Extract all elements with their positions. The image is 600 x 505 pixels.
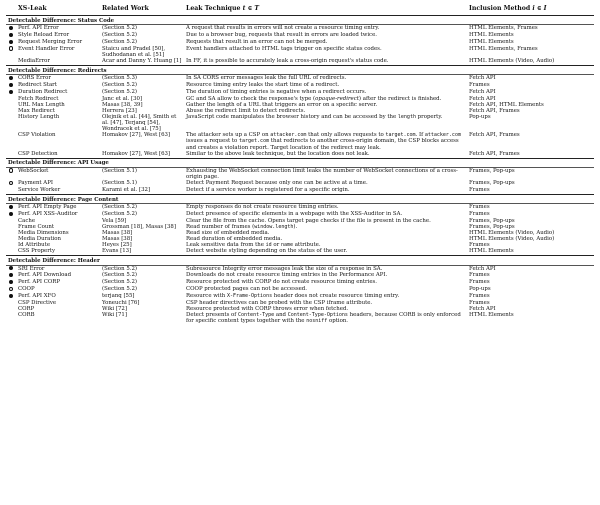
related-work: Heyes [25] (102, 242, 132, 249)
novelty-marker-cell (6, 151, 16, 159)
hollow-circle-icon (9, 46, 13, 50)
section-title: Detectable Difference: Header (6, 256, 594, 265)
related-work: Masas [38] (102, 230, 133, 237)
novelty-marker-cell (6, 132, 16, 150)
leak-technique: Resource with X-Frame-Options header does not create resource timing entry. (186, 293, 400, 299)
novelty-marker-cell (6, 180, 16, 187)
related-work: Homakov [27], West [63] (102, 150, 171, 157)
filled-circle-icon (9, 266, 13, 270)
table-row (6, 114, 594, 132)
leak-technique: GC and SA allow to check the response's type (opaque-redirect) after the redirect is finished. (186, 95, 442, 102)
xs-leak-name: CSP Directive (18, 299, 57, 306)
related-work: Acar and Danny Y. Huang [1] (102, 58, 182, 64)
novelty-marker-cell (6, 265, 16, 272)
inclusion-method: Fetch API (469, 265, 496, 272)
table-row (6, 265, 594, 272)
xs-leak-name: CORS Error (18, 75, 51, 82)
xs-leak-name: Perf. API Error (18, 25, 59, 32)
table-row (6, 211, 594, 218)
xs-leak-name: Fetch Redirect (18, 95, 59, 102)
xs-leak-name: Perf. API Download (18, 272, 72, 279)
related-work: (Section 5.1) (102, 180, 138, 187)
leak-technique: Read duration of embedded media. (186, 236, 283, 243)
related-work: Herrera [23] (102, 108, 137, 114)
xs-leak-name: Perf. API Empty Page (18, 204, 77, 211)
leak-technique: Detect if a service worker is registered for a specific origin. (186, 186, 350, 193)
inclusion-method: Fetch API, Frames (469, 150, 520, 157)
table-row (6, 75, 594, 82)
leak-technique: Resource protected with CORP throws error when fetched. (186, 305, 349, 312)
table-row (6, 58, 594, 66)
inclusion-method: HTML Elements, Frames (469, 25, 538, 32)
related-work: (Section 5.2) (102, 286, 138, 293)
related-work: Janc et al. [30] (102, 95, 143, 102)
xs-leak-name: URL Max Length (18, 101, 65, 108)
filled-circle-icon (9, 294, 13, 298)
xs-leak-name: Duration Redirect (18, 88, 68, 95)
table-row (6, 132, 594, 150)
novelty-marker-cell (6, 58, 16, 66)
related-work: (Section 5.2) (102, 25, 138, 32)
leak-technique: Detect presence of specific elements in a webpage with the XSS-Auditor in SA. (186, 210, 403, 217)
xs-leak-name: Style Reload Error (18, 32, 70, 39)
table-row (6, 293, 594, 300)
section-title: Detectable Difference: API Usage (6, 158, 594, 167)
leak-technique: CSP header directives can be probed with the CSP iframe attribute. (186, 299, 373, 306)
inclusion-method: Frames (469, 186, 490, 193)
table-row (6, 180, 594, 187)
section-title: Detectable Difference: Status Code (6, 16, 594, 25)
xs-leak-name: CSS Property (18, 248, 56, 255)
inclusion-method: HTML Elements (469, 312, 514, 319)
filled-circle-icon (9, 205, 13, 209)
xs-leak-name: SRI Error (18, 265, 45, 272)
inclusion-method: Frames (469, 210, 490, 217)
inclusion-method: Fetch API (469, 88, 496, 95)
filled-circle-icon (9, 273, 13, 277)
header-inclusion-method: Inclusion Method i ∈ I (467, 4, 594, 16)
novelty-marker-cell (6, 204, 16, 211)
inclusion-method: Frames (469, 204, 490, 211)
related-work: (Section 5.2) (102, 204, 138, 211)
xs-leak-name: Cache (18, 217, 36, 224)
related-work: (Section 5.2) (102, 272, 138, 279)
xs-leak-name: CORB (18, 312, 35, 319)
leak-technique: Read size of embedded media. (186, 230, 270, 237)
leak-technique: Leak sensitive data from the id or name attribute. (186, 242, 321, 249)
table-row (6, 312, 594, 325)
novelty-marker-cell (6, 312, 16, 325)
inclusion-method: Fetch API, Frames (469, 132, 520, 139)
table-row (6, 82, 594, 89)
filled-circle-icon (9, 76, 13, 80)
inclusion-method: Frames, Pop-ups (469, 217, 515, 224)
hollow-circle-icon (9, 181, 13, 185)
related-work: (Section 5.2) (102, 210, 138, 217)
novelty-marker-cell (6, 39, 16, 46)
leak-technique: Detect presents of Content-Type and Content-Type-Options headers, because CORB is only enforced for specific content types together with the nosniff option. (186, 312, 461, 325)
filled-circle-icon (9, 40, 13, 44)
xs-leak-name: Max Redirect (18, 108, 55, 114)
xs-leak-name: CSP Detection (18, 150, 58, 157)
leak-technique: Event handlers attached to HTML tags trigger on specific status codes. (186, 45, 382, 52)
xs-leak-name: Perf. API XSS-Auditor (18, 210, 78, 217)
section-header-row (6, 158, 594, 167)
novelty-marker-cell (6, 82, 16, 89)
table-header-row (6, 4, 594, 16)
leak-technique-math: t ∈ T (242, 5, 259, 12)
novelty-marker-cell (6, 75, 16, 82)
novelty-marker-cell (6, 293, 16, 300)
xs-leak-name: Payment API (18, 180, 53, 187)
xs-leak-name: Media Dimensions (18, 230, 69, 237)
inclusion-method: HTML Elements (Video, Audio) (469, 58, 555, 64)
section-header-row (6, 66, 594, 75)
filled-circle-icon (9, 90, 13, 94)
related-work: Vela [59] (102, 217, 127, 224)
table-row (6, 39, 594, 46)
xs-leak-table (6, 4, 594, 325)
leak-technique: Downloads do not create resource timing entries in the Performance API. (186, 272, 388, 279)
inclusion-method: Frames (469, 293, 490, 299)
table-row (6, 204, 594, 211)
inclusion-method: Frames (469, 299, 490, 306)
novelty-marker-cell (6, 89, 16, 96)
novelty-marker-cell (6, 286, 16, 293)
xs-leak-name: Service Worker (18, 186, 61, 193)
related-work: Grossman [18], Masas [38] (102, 223, 176, 230)
table-row (6, 46, 594, 58)
related-work: Yoneuchi [76] (102, 299, 140, 306)
inclusion-method: Pop-ups (469, 286, 491, 293)
related-work: (Section 5.1) (102, 167, 138, 174)
leak-technique: The attacker sets up a CSP on attacker.com that only allows requests to target.com. If attacker.com issues a request to target.com that redirects to another cross-origin domain, the CSP blocks access and creates a violation report. Target location of the redirect may leak. (186, 132, 461, 151)
related-work: (Section 5.3) (102, 75, 138, 82)
leak-technique: Detect Payment Request because only one can be active at a time. (186, 180, 368, 187)
leak-technique: Requests that result in an error can not be merged. (186, 38, 328, 45)
novelty-marker-cell (6, 32, 16, 39)
related-work: (Section 5.2) (102, 82, 138, 89)
leak-technique: COOP protected pages can not be accessed. (186, 286, 307, 293)
inclusion-method-math: i ∈ I (532, 5, 547, 12)
leak-technique: Due to a browser bug, requests that result in errors are loaded twice. (186, 32, 377, 39)
novelty-marker-cell (6, 279, 16, 286)
header-related-work: Related Work (100, 4, 184, 16)
novelty-marker-cell (6, 211, 16, 218)
leak-technique: Exhausting the WebSocket connection limit leaks the number of WebSocket connections of a cross-origin page. (186, 167, 458, 180)
xs-leak-name: Perf. API CORP (18, 279, 60, 286)
hollow-circle-icon (9, 168, 13, 172)
header-leak-technique: Leak Technique t ∈ T (184, 4, 467, 16)
section-header-row (6, 16, 594, 25)
inclusion-method: Frames (469, 82, 490, 89)
inclusion-method: Fetch API (469, 75, 496, 82)
xs-leak-name: MediaError (18, 58, 51, 64)
inclusion-method: Fetch API (469, 305, 496, 312)
table-row (6, 89, 594, 96)
related-work: (Section 5.2) (102, 88, 138, 95)
leak-technique: In FF, it is possible to accurately leak a cross-origin request's status code. (186, 58, 389, 64)
xs-leak-name: Frame Count (18, 223, 55, 230)
xs-leak-name: WebSocket (18, 167, 49, 174)
leak-technique: Resource protected with CORP do not create resource timing entries. (186, 279, 378, 286)
novelty-marker-cell (6, 272, 16, 279)
leak-technique: The duration of timing entries is negative when a redirect occurs. (186, 88, 367, 95)
xs-leak-name: Id Attribute (18, 242, 51, 249)
hollow-circle-icon (9, 287, 13, 291)
inclusion-method: HTML Elements, Frames (469, 45, 538, 52)
novelty-marker-cell (6, 25, 16, 32)
leak-technique: Subresource Integrity error messages leak the size of a response in SA. (186, 265, 383, 272)
inclusion-method: Frames (469, 272, 490, 279)
inclusion-method: Frames, Pop-ups (469, 167, 515, 174)
leak-technique: Empty responses do not create resource timing entries. (186, 204, 339, 211)
filled-circle-icon (9, 26, 13, 30)
leak-technique: Clear the file from the cache. Opens target page checks if the file is present in the cache. (186, 217, 431, 224)
related-work: Homakov [27], West [63] (102, 132, 171, 139)
inclusion-method: Frames (469, 242, 490, 249)
related-work: (Section 5.2) (102, 38, 138, 45)
xs-leak-name: History Length (18, 114, 60, 121)
section-header-row (6, 195, 594, 204)
table-row (6, 151, 594, 159)
header-xs-leak: XS-Leak (16, 4, 100, 16)
section-header-row (6, 256, 594, 265)
filled-circle-icon (9, 83, 13, 87)
section-title: Detectable Difference: Page Content (6, 195, 594, 204)
related-work: Staicu and Pradel [50], Sudhodanan et al. [51] (102, 45, 166, 58)
xs-leak-name: Event Handler Error (18, 45, 75, 52)
leak-technique: In SA CORS error messages leak the full URL of redirects. (186, 75, 347, 82)
xs-leak-name: COOP (18, 286, 35, 293)
novelty-marker-cell (6, 167, 16, 180)
table-row (6, 32, 594, 39)
bottom-fade (0, 499, 600, 505)
xs-leak-name: CORP (18, 305, 35, 312)
table-row (6, 286, 594, 293)
section-title: Detectable Difference: Redirects (6, 66, 594, 75)
novelty-marker-cell (6, 114, 16, 132)
inclusion-method: Fetch API (469, 95, 496, 102)
inclusion-method: HTML Elements (469, 248, 514, 255)
xs-leak-name: Request Merging Error (18, 38, 83, 45)
related-work: Karami et al. [32] (102, 186, 151, 193)
related-work: Wiki [72] (102, 305, 127, 312)
inclusion-method: Frames (469, 279, 490, 286)
related-work: (Section 5.2) (102, 279, 138, 286)
related-work: (Section 5.2) (102, 32, 138, 39)
filled-circle-icon (9, 33, 13, 37)
related-work: (Section 5.2) (102, 265, 138, 272)
table-row (6, 248, 594, 256)
leak-technique: Similar to the above leak technique, but the location does not leak. (186, 150, 370, 157)
novelty-marker-cell (6, 248, 16, 256)
leak-technique: Resource timing entry leaks the start time of a redirect. (186, 82, 340, 89)
related-work: Masas [38, 39] (102, 101, 143, 108)
xs-leak-name: Perf. API XFO (18, 293, 56, 299)
related-work: Evans [13] (102, 248, 132, 255)
leak-technique: Gather the length of a URL that triggers an error on a specific server. (186, 101, 378, 108)
leak-technique: A request that results in errors will not create a resource timing entry. (186, 25, 380, 32)
leak-technique: Read number of frames (window.length). (186, 223, 298, 230)
leak-technique: Abuse the redirect limit to detect redirects. (186, 108, 306, 114)
xs-leak-name: Redirect Start (18, 82, 57, 89)
related-work: Wiki [71] (102, 312, 127, 319)
leak-technique: JavaScript code manipulates the browser history and can be accessed by the length property. (186, 114, 443, 121)
related-work: Masas [38] (102, 236, 133, 243)
inclusion-method: Frames, Pop-ups (469, 180, 515, 187)
xs-leak-name: CSP Violation (18, 132, 56, 139)
related-work: terjanq [55] (102, 293, 135, 299)
leak-technique: Detect website styling depending on the status of the user. (186, 248, 348, 255)
table-row (6, 187, 594, 195)
novelty-marker-cell (6, 187, 16, 195)
xs-leak-name: Media Duration (18, 236, 62, 243)
inclusion-method: Pop-ups (469, 114, 491, 121)
inclusion-method: Fetch API, HTML Elements (469, 101, 544, 108)
inclusion-method: HTML Elements (Video, Audio) (469, 230, 555, 237)
inclusion-method: HTML Elements (Video, Audio) (469, 236, 555, 243)
inclusion-method: Frames, Pop-ups (469, 223, 515, 230)
filled-circle-icon (9, 280, 13, 284)
table-row (6, 272, 594, 279)
novelty-marker-cell (6, 46, 16, 58)
header-marker (6, 4, 16, 16)
inclusion-method: HTML Elements (469, 32, 514, 39)
table-row (6, 167, 594, 180)
related-work: Olejnik et al. [44], Smith et al. [47], Terjanq [54], Wondracek et al. [75] (102, 114, 177, 133)
filled-circle-icon (9, 212, 13, 216)
table-row (6, 25, 594, 32)
table-row (6, 279, 594, 286)
inclusion-method: HTML Elements (469, 38, 514, 45)
inclusion-method: Fetch API, Frames (469, 108, 520, 114)
